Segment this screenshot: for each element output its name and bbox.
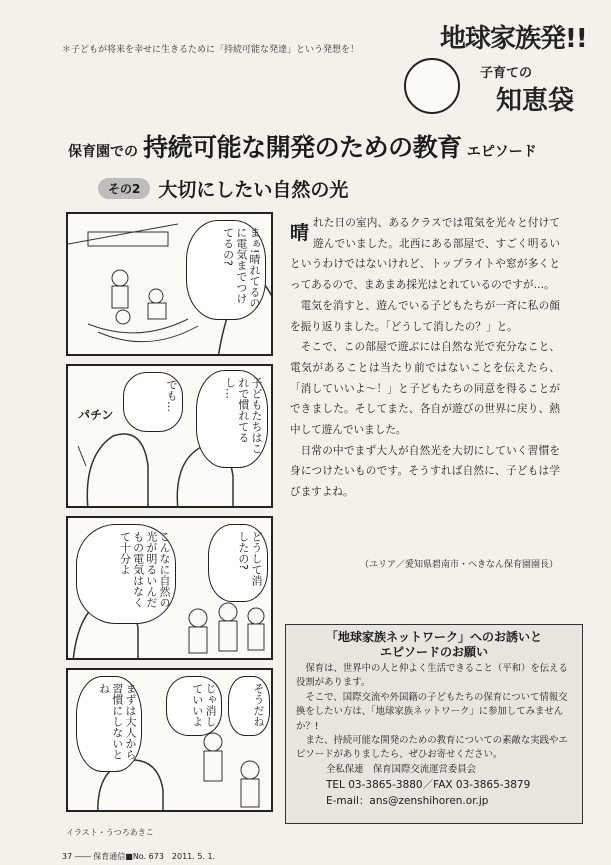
episode-subtitle (98, 175, 348, 201)
body-paragraph-1: 晴れた日の室内、あるクラスでは電気を光々と付けて遊んでいました。北西にある部屋で、すごく明るいというわけではないけれど、トップライトや窓が多くとってあるので、まあまあ採光はとれているのですが…。 (290, 217, 560, 292)
body-paragraph-3: そこで、この部屋で遊ぶには自然な光で充分なこと、電気があることは当たり前ではないことを伝えたら、「消していいよ～！」と子どもたちの同意を得ることができました。そしてまた、各自が遊びの世界に戻り、熱中して遊んでいました。 (290, 341, 560, 437)
box-heading: 「地球家族ネットワーク」へのお誘いと エピソードのお願い (325, 630, 542, 659)
comic-panel-3 (66, 516, 273, 660)
drop-cap: 晴 (290, 222, 310, 244)
series-logo (400, 18, 590, 118)
body-paragraph-2: 電気を消すと、遊んでいる子どもたちが一斉に私の顔を振り返りました。「どうして消したの？」と。 (290, 299, 560, 333)
speech-bubble: じゃ消していいよ (166, 676, 222, 736)
article-body (290, 213, 560, 503)
sound-effect: パチン (78, 408, 114, 422)
speech-bubble: 子どもたちはこれで慣れてるし… (196, 370, 268, 468)
comic-panel-4 (66, 668, 273, 812)
speech-bubble: こんなに自然の光が明るいんだもの電気はなくて十分よ (76, 524, 176, 624)
comic-strip (66, 212, 273, 824)
episode-badge: その2 (98, 178, 150, 199)
logo-line2: 子育ての (480, 66, 533, 81)
box-paragraph: 保育は、世界中の人と仲よく生活できること（平和）を伝える役割があります。 (296, 663, 568, 689)
illustration-credit: イラスト・うつろあきこ (66, 828, 154, 837)
email-address: E-mail：ans@zenshihoren.or.jp (326, 795, 489, 808)
logo-line3: 知恵袋 (496, 86, 575, 116)
page-footer: 37 ―― 保育通信■No. 673 2011. 5. 1. (62, 852, 216, 861)
body-paragraph-4: 日常の中でまず大人が自然光を大切にしていく習慣を身につけたいものです。そうすれば自然に、子どもは学びますよね。 (290, 444, 560, 499)
box-body (286, 662, 582, 809)
phone-fax: TEL 03-3865-3880／FAX 03-3865-3879 (326, 779, 531, 792)
header-note: ＊子どもが将来を幸せに生きるために「持続可能な発達」という発想を！ (62, 45, 360, 55)
network-invitation-box (285, 624, 583, 824)
speech-bubble: そうだね (228, 676, 270, 736)
speech-bubble: まずは大人から習慣にしないとね (76, 676, 142, 772)
box-paragraph: そこで、国際交流や外国籍の子どもたちの保育について情報交換をしたい方は、「地球家族ネットワーク」に参加してみませんか？! (296, 691, 568, 732)
globe-icon (404, 58, 460, 114)
article-title (68, 128, 588, 164)
comic-panel-1 (66, 212, 273, 356)
title-suffix: エピソード (466, 144, 537, 160)
speech-bubble: どうして消したの? (208, 524, 268, 602)
comic-panel-2 (66, 364, 273, 508)
speech-bubble: でも… (123, 372, 183, 432)
organization-name: 全私保連 保育国際交流運営委員会 (326, 763, 477, 775)
box-paragraph: また、持続可能な開発のための教育についての素敵な実践やエピソードがありましたら、ぜひお寄せください。 (296, 735, 568, 761)
speech-bubble: まぁ!晴れてるのに電気までつけてるの? (186, 220, 266, 320)
title-prefix: 保育園での (68, 144, 138, 160)
logo-line1: 地球家族発!! (440, 24, 587, 54)
episode-title: 大切にしたい自然の光 (158, 178, 349, 201)
author-credit: （ユリア／愛知県碧南市・へきなん保育園園長） (360, 560, 559, 570)
title-main: 持続可能な開発のための教育 (143, 133, 462, 162)
